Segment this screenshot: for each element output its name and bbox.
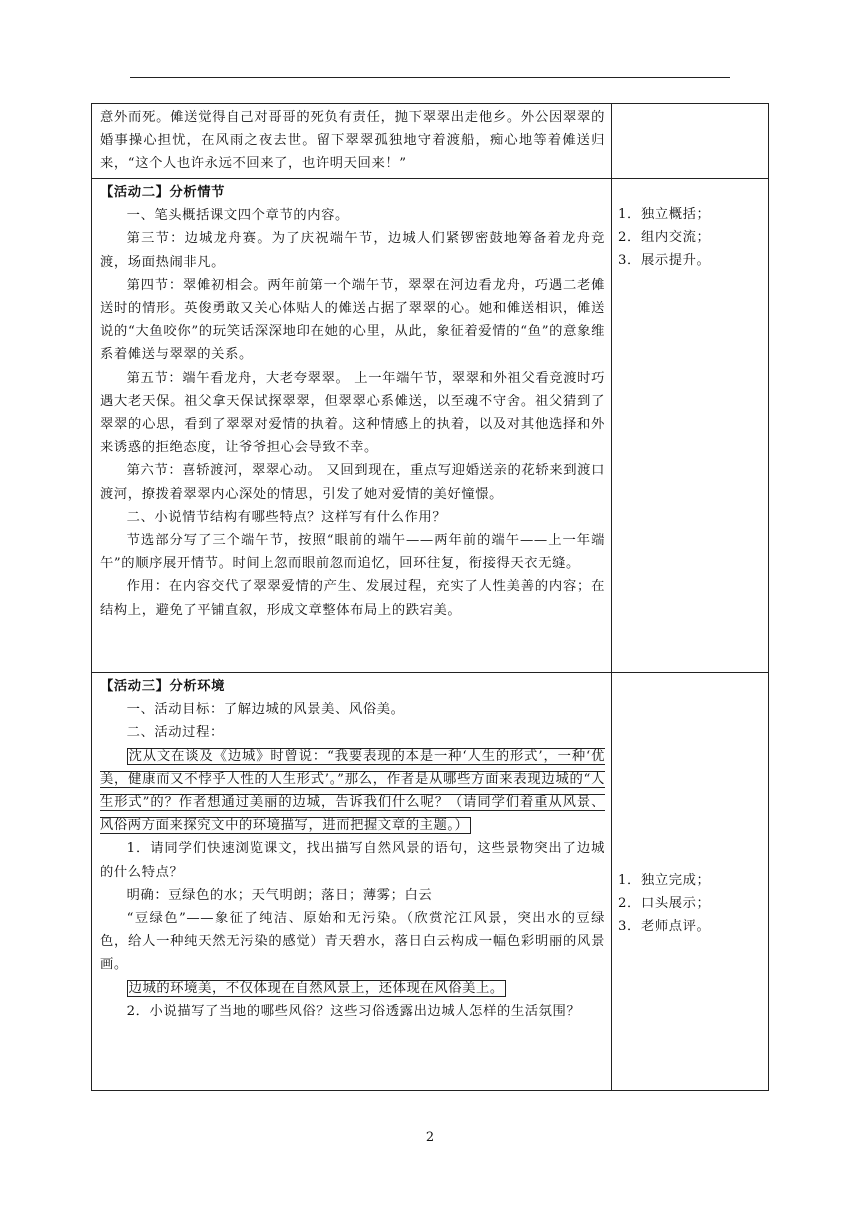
paragraph: 第六节：喜轿渡河，翠翠心动。 又回到现在，重点写迎婚送亲的花轿来到渡口渡河，撩拨着翠翠内心深处的情思，引发了她对爱情的美好憧憬。: [100, 463, 605, 502]
paragraph: 第五节：端午看龙舟，大老夸翠翠。 上一年端午节，翠翠和外祖父看竞渡时巧遇大老天保。祖父拿天保试探翠翠，但翠翠心系傩送，以至魂不守舍。祖父猜到了翠翠的心思，看到了翠翠对爱情的执着。这种情感上的执着，以及对其他选择和外来诱惑的拒绝态度，让爷爷担心会导致不幸。: [100, 370, 605, 456]
summary-box: 边城的环境美，不仅体现在自然风景上，还体现在风俗美上。: [128, 980, 504, 996]
content-cell: [92, 179, 612, 673]
paragraph: 一、活动目标：了解边城的风景美、风俗美。: [126, 702, 405, 718]
quote-paragraph: [100, 745, 605, 838]
paragraph: 作用：在内容交代了翠翠爱情的产生、发展过程，充实了人性美善的内容；在结构上，避免了平铺直叙，形成文章整体布局上的跌宕美。: [100, 579, 605, 618]
steps-cell: [612, 104, 769, 179]
paragraph: 二、小说情节结构有哪些特点？这样写有什么作用？: [126, 509, 447, 525]
step-item: 1．独立概括；: [618, 207, 711, 222]
steps-cell: [612, 673, 769, 1091]
activity-heading: 【活动二】分析情节: [100, 185, 226, 200]
paragraph: 明确：豆绿色的水；天气明朗；落日；薄雾；白云: [126, 887, 433, 903]
step-item: 2．组内交流；: [618, 230, 711, 246]
content-cell: [92, 104, 612, 179]
steps-cell: [612, 179, 769, 673]
paragraph: 第三节：边城龙舟赛。为了庆祝端午节，边城人们紧锣密鼓地筹备着龙舟竞渡，场面热闹非凡。: [100, 231, 605, 270]
paragraph: 意外而死。傩送觉得自己对哥哥的死负有责任，抛下翠翠出走他乡。外公因翠翠的婚事操心担忧，在风雨之夜去世。留下翠翠孤独地守着渡船，痴心地等着傩送归来，“这个人也许永远不回来了，也许明天回来！”: [100, 110, 605, 172]
quote-box: 沈从文在谈及《边城》时曾说：“我要表现的本是一种‘人生的形式’，一种‘优美，健康而又不悖乎人性的人生形式’。”那么，作者是从哪些方面来表现边城的“人生形式”的？作者想通过美丽的边城，告诉我们什么呢？（请同学们着重从风景、风俗两方面来探究文中的环境描写，进而把握文章的主题。）: [100, 748, 605, 834]
paragraph: 2．小说描写了当地的哪些风俗？这些习俗透露出边城人怎样的生活氛围？: [126, 1003, 581, 1019]
step-item: 3．展示提升。: [618, 253, 711, 269]
activity-heading: 【活动三】分析环境: [100, 679, 226, 694]
table-row: [92, 673, 769, 1091]
header-rule: [130, 77, 730, 78]
paragraph: 第四节：翠傩初相会。两年前第一个端午节，翠翠在河边看龙舟，巧遇二老傩送时的情形。英俊勇敢又关心体贴人的傩送占据了翠翠的心。她和傩送相识，傩送说的“大鱼咬你”的玩笑话深深地印在她的心里，从此，象征着爱情的“鱼”的意象维系着傩送与翠翠的关系。: [100, 277, 605, 363]
step-item: 2．口头展示；: [618, 896, 711, 912]
lesson-table: [91, 103, 769, 1091]
step-item: 3．老师点评。: [618, 919, 711, 935]
paragraph: 二、活动过程：: [126, 725, 224, 741]
paragraph: 节选部分写了三个端午节，按照“眼前的端午——两年前的端午——上一年端午”的顺序展开情节。时间上忽而眼前忽而追忆，回环往复，衔接得天衣无缝。: [100, 533, 605, 572]
table-row: [92, 179, 769, 673]
content-cell: [92, 673, 612, 1091]
table-row: [92, 104, 769, 179]
page-number: 2: [425, 1130, 435, 1145]
paragraph: “豆绿色”——象征了纯洁、原始和无污染。（欣赏沱江风景，突出水的豆绿色，给人一种纯天然无污染的感觉）青天碧水，落日白云构成一幅色彩明丽的风景画。: [100, 911, 605, 973]
paragraph: 一、笔头概括课文四个章节的内容。: [126, 208, 349, 224]
boxed-paragraph: [100, 977, 605, 1000]
paragraph: 1．请同学们快速浏览课文，找出描写自然风景的语句，这些景物突出了边城的什么特点？: [100, 841, 605, 880]
step-item: 1．独立完成；: [618, 873, 711, 888]
